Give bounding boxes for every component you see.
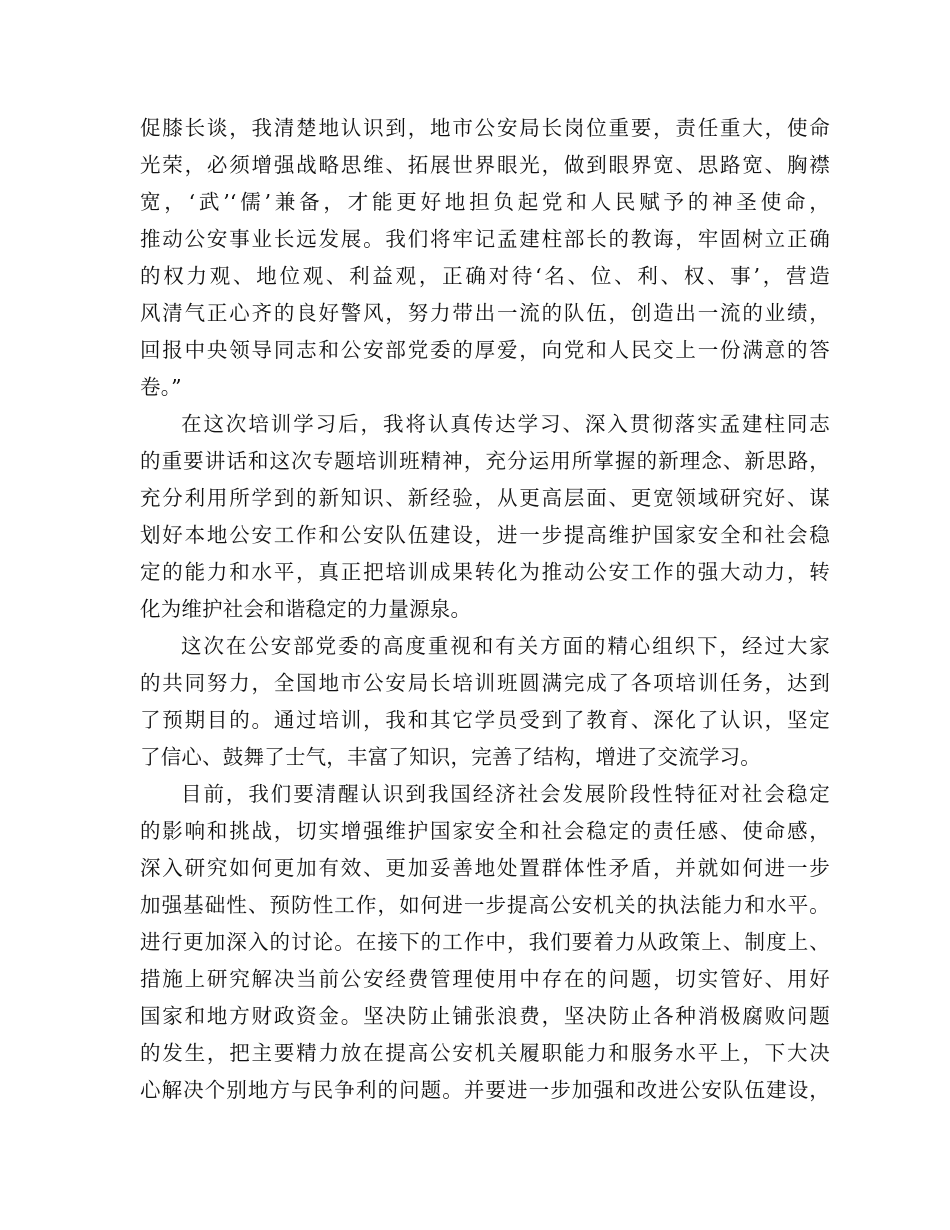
text-line: 风清气正心齐的良好警风，努力带出一流的队伍，创造出一流的业绩， [140, 301, 830, 325]
text-line: 的影响和挑战，切实增强维护国家安全和社会稳定的责任感、使命感， [140, 819, 830, 843]
text-line: 化为维护社会和谐稳定的力量源泉。 [140, 597, 472, 621]
text-line: 充分利用所学到的新知识、新经验，从更高层面、更宽领域研究好、谋 [140, 486, 830, 510]
text-line: 的重要讲话和这次专题培训班精神，充分运用所掌握的新理念、新思路， [140, 449, 830, 473]
text-line: 目前，我们要清醒认识到我国经济社会发展阶段性特征对社会稳定 [181, 782, 830, 806]
text-line: 的发生，把主要精力放在提高公安机关履职能力和服务水平上，下大决 [140, 1041, 830, 1065]
text-line: 的共同努力，全国地市公安局长培训班圆满完成了各项培训任务，达到 [140, 671, 830, 695]
text-line: 这次在公安部党委的高度重视和有关方面的精心组织下，经过大家 [181, 634, 830, 658]
text-line: 划好本地公安工作和公安队伍建设，进一步提高维护国家安全和社会稳 [140, 523, 830, 547]
text-line: 回报中央领导同志和公安部党委的厚爱，向党和人民交上一份满意的答 [140, 338, 830, 362]
text-line: 光荣，必须增强战略思维、拓展世界眼光，做到眼界宽、思路宽、胸襟 [140, 153, 830, 177]
document-body [140, 110, 830, 1109]
text-line: 在这次培训学习后，我将认真传达学习、深入贯彻落实孟建柱同志 [181, 412, 830, 436]
text-line: 了预期目的。通过培训，我和其它学员受到了教育、深化了认识，坚定 [140, 708, 830, 732]
text-line: 推动公安事业长远发展。我们将牢记孟建柱部长的教诲，牢固树立正确 [140, 227, 830, 251]
text-line: 卷。” [140, 375, 182, 399]
text-line: 心解决个别地方与民争利的问题。并要进一步加强和改进公安队伍建设， [140, 1078, 830, 1102]
text-line: 的权力观、地位观、利益观，正确对待‘名、位、利、权、事’，营造 [140, 264, 830, 288]
text-line: 了信心、鼓舞了士气，丰富了知识，完善了结构，增进了交流学习。 [140, 745, 761, 769]
text-line: 国家和地方财政资金。坚决防止铺张浪费，坚决防止各种消极腐败问题 [140, 1004, 830, 1028]
text-line: 加强基础性、预防性工作，如何进一步提高公安机关的执法能力和水平。 [140, 893, 830, 917]
text-line: 宽，‘武’‘儒’兼备，才能更好地担负起党和人民赋予的神圣使命， [140, 190, 830, 214]
text-line: 深入研究如何更加有效、更加妥善地处置群体性矛盾，并就如何进一步 [140, 856, 830, 880]
text-line: 措施上研究解决当前公安经费管理使用中存在的问题，切实管好、用好 [140, 967, 830, 991]
text-line: 促膝长谈，我清楚地认识到，地市公安局长岗位重要，责任重大，使命 [140, 116, 830, 140]
text-line: 定的能力和水平，真正把培训成果转化为推动公安工作的强大动力，转 [140, 560, 830, 584]
text-line: 进行更加深入的讨论。在接下的工作中，我们要着力从政策上、制度上、 [140, 930, 830, 954]
